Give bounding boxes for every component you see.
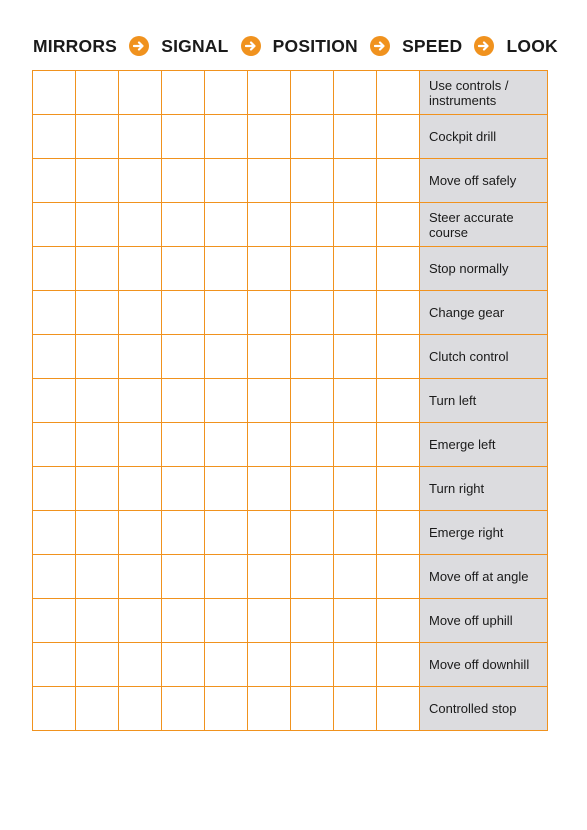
skill-row <box>33 115 548 159</box>
progress-cell[interactable] <box>162 511 205 555</box>
progress-cell[interactable] <box>33 115 76 159</box>
skill-row <box>33 335 548 379</box>
progress-cell[interactable] <box>33 203 76 247</box>
progress-cell[interactable] <box>334 511 377 555</box>
progress-cell[interactable] <box>162 71 205 115</box>
skill-label: Emerge right <box>420 511 548 555</box>
step-signal: SIGNAL <box>161 35 229 56</box>
progress-cell[interactable] <box>205 71 248 115</box>
progress-cell[interactable] <box>334 423 377 467</box>
progress-cell[interactable] <box>205 247 248 291</box>
progress-cell[interactable] <box>119 467 162 511</box>
progress-cell[interactable] <box>162 687 205 731</box>
progress-cell[interactable] <box>119 643 162 687</box>
progress-cell[interactable] <box>377 423 420 467</box>
progress-cell[interactable] <box>377 379 420 423</box>
arrow-right-circle-icon <box>474 36 494 56</box>
progress-cell[interactable] <box>119 555 162 599</box>
progress-cell[interactable] <box>205 203 248 247</box>
progress-cell[interactable] <box>162 335 205 379</box>
skill-label: Cockpit drill <box>420 115 548 159</box>
progress-cell[interactable] <box>291 115 334 159</box>
progress-cell[interactable] <box>291 643 334 687</box>
progress-cell[interactable] <box>334 379 377 423</box>
progress-cell[interactable] <box>334 467 377 511</box>
progress-cell[interactable] <box>162 379 205 423</box>
skill-label: Move off at angle <box>420 555 548 599</box>
progress-cell[interactable] <box>248 555 291 599</box>
progress-cell[interactable] <box>205 291 248 335</box>
progress-cell[interactable] <box>33 159 76 203</box>
arrow-right-circle-icon <box>370 36 390 56</box>
progress-cell[interactable] <box>377 555 420 599</box>
progress-cell[interactable] <box>119 159 162 203</box>
progress-cell[interactable] <box>162 291 205 335</box>
progress-cell[interactable] <box>33 423 76 467</box>
skill-row <box>33 203 548 247</box>
progress-cell[interactable] <box>205 687 248 731</box>
progress-cell[interactable] <box>119 335 162 379</box>
progress-cell[interactable] <box>33 291 76 335</box>
progress-cell[interactable] <box>162 247 205 291</box>
skill-label: Move off downhill <box>420 643 548 687</box>
skill-row <box>33 555 548 599</box>
progress-cell[interactable] <box>248 643 291 687</box>
skill-label: Move off safely <box>420 159 548 203</box>
progress-cell[interactable] <box>377 247 420 291</box>
progress-cell[interactable] <box>291 335 334 379</box>
skill-row <box>33 423 548 467</box>
progress-cell[interactable] <box>248 379 291 423</box>
progress-cell[interactable] <box>76 379 119 423</box>
progress-cell[interactable] <box>248 335 291 379</box>
progress-cell[interactable] <box>377 467 420 511</box>
progress-cell[interactable] <box>76 643 119 687</box>
progress-cell[interactable] <box>334 335 377 379</box>
progress-cell[interactable] <box>377 511 420 555</box>
progress-cell[interactable] <box>205 467 248 511</box>
skill-row <box>33 511 548 555</box>
progress-cell[interactable] <box>248 203 291 247</box>
skill-label: Turn left <box>420 379 548 423</box>
progress-cell[interactable] <box>291 203 334 247</box>
progress-cell[interactable] <box>291 687 334 731</box>
progress-cell[interactable] <box>119 203 162 247</box>
progress-cell[interactable] <box>33 247 76 291</box>
progress-cell[interactable] <box>76 291 119 335</box>
skill-row <box>33 291 548 335</box>
step-speed: SPEED <box>402 35 463 56</box>
skill-label: Steer accurate course <box>420 203 548 247</box>
progress-cell[interactable] <box>377 71 420 115</box>
progress-cell[interactable] <box>119 379 162 423</box>
progress-cell[interactable] <box>334 643 377 687</box>
progress-cell[interactable] <box>119 423 162 467</box>
progress-cell[interactable] <box>76 71 119 115</box>
progress-cell[interactable] <box>377 159 420 203</box>
skill-row <box>33 71 548 115</box>
progress-cell[interactable] <box>291 467 334 511</box>
progress-cell[interactable] <box>377 291 420 335</box>
progress-cell[interactable] <box>205 511 248 555</box>
progress-cell[interactable] <box>205 423 248 467</box>
progress-cell[interactable] <box>76 247 119 291</box>
step-mirrors: MIRRORS <box>33 35 118 56</box>
progress-cell[interactable] <box>248 467 291 511</box>
progress-cell[interactable] <box>334 599 377 643</box>
progress-cell[interactable] <box>76 599 119 643</box>
progress-cell[interactable] <box>162 423 205 467</box>
progress-cell[interactable] <box>76 203 119 247</box>
progress-cell[interactable] <box>248 71 291 115</box>
progress-cell[interactable] <box>205 335 248 379</box>
skill-row <box>33 379 548 423</box>
progress-cell[interactable] <box>248 159 291 203</box>
progress-cell[interactable] <box>76 511 119 555</box>
progress-cell[interactable] <box>76 115 119 159</box>
progress-cell[interactable] <box>76 159 119 203</box>
progress-cell[interactable] <box>33 599 76 643</box>
progress-cell[interactable] <box>162 467 205 511</box>
progress-cell[interactable] <box>119 687 162 731</box>
progress-cell[interactable] <box>205 115 248 159</box>
progress-cell[interactable] <box>377 203 420 247</box>
progress-cell[interactable] <box>291 291 334 335</box>
progress-cell[interactable] <box>334 71 377 115</box>
progress-cell[interactable] <box>291 511 334 555</box>
progress-cell[interactable] <box>162 159 205 203</box>
progress-cell[interactable] <box>248 247 291 291</box>
progress-cell[interactable] <box>205 159 248 203</box>
skill-label: Turn right <box>420 467 548 511</box>
skill-row <box>33 247 548 291</box>
progress-cell[interactable] <box>33 71 76 115</box>
progress-cell[interactable] <box>119 511 162 555</box>
progress-cell[interactable] <box>291 599 334 643</box>
progress-cell[interactable] <box>33 467 76 511</box>
progress-cell[interactable] <box>119 71 162 115</box>
progress-cell[interactable] <box>205 555 248 599</box>
progress-cell[interactable] <box>248 115 291 159</box>
skill-row <box>33 687 548 731</box>
progress-cell[interactable] <box>119 115 162 159</box>
progress-cell[interactable] <box>248 291 291 335</box>
progress-cell[interactable] <box>291 379 334 423</box>
skill-label: Controlled stop <box>420 687 548 731</box>
skill-row <box>33 159 548 203</box>
progress-cell[interactable] <box>119 291 162 335</box>
progress-cell[interactable] <box>76 423 119 467</box>
progress-cell[interactable] <box>119 247 162 291</box>
skill-label: Use controls / instruments <box>420 71 548 115</box>
progress-cell[interactable] <box>162 643 205 687</box>
progress-cell[interactable] <box>33 643 76 687</box>
progress-cell[interactable] <box>334 115 377 159</box>
step-position: POSITION <box>272 35 358 56</box>
progress-cell[interactable] <box>291 247 334 291</box>
skill-label: Change gear <box>420 291 548 335</box>
progress-cell[interactable] <box>162 599 205 643</box>
skill-row <box>33 467 548 511</box>
msm-routine-header <box>33 34 558 58</box>
progress-cell[interactable] <box>248 511 291 555</box>
progress-cell[interactable] <box>162 555 205 599</box>
progress-cell[interactable] <box>162 203 205 247</box>
progress-cell[interactable] <box>248 687 291 731</box>
progress-cell[interactable] <box>377 115 420 159</box>
progress-cell[interactable] <box>334 555 377 599</box>
progress-cell[interactable] <box>205 599 248 643</box>
progress-cell[interactable] <box>119 599 162 643</box>
skill-row <box>33 599 548 643</box>
progress-cell[interactable] <box>33 379 76 423</box>
skill-label: Emerge left <box>420 423 548 467</box>
progress-cell[interactable] <box>33 555 76 599</box>
progress-cell[interactable] <box>76 555 119 599</box>
skill-label: Clutch control <box>420 335 548 379</box>
progress-cell[interactable] <box>205 643 248 687</box>
skill-label: Stop normally <box>420 247 548 291</box>
progress-cell[interactable] <box>291 71 334 115</box>
progress-cell[interactable] <box>334 247 377 291</box>
progress-cell[interactable] <box>334 687 377 731</box>
progress-cell[interactable] <box>334 203 377 247</box>
progress-cell[interactable] <box>76 335 119 379</box>
progress-cell[interactable] <box>291 555 334 599</box>
progress-cell[interactable] <box>205 379 248 423</box>
progress-cell[interactable] <box>248 599 291 643</box>
step-look: LOOK <box>506 35 558 56</box>
progress-cell[interactable] <box>33 335 76 379</box>
skill-label: Move off uphill <box>420 599 548 643</box>
progress-cell[interactable] <box>377 687 420 731</box>
progress-cell[interactable] <box>248 423 291 467</box>
progress-cell[interactable] <box>334 159 377 203</box>
progress-cell[interactable] <box>33 687 76 731</box>
progress-cell[interactable] <box>377 643 420 687</box>
progress-cell[interactable] <box>291 423 334 467</box>
arrow-right-circle-icon <box>241 36 261 56</box>
progress-cell[interactable] <box>291 159 334 203</box>
progress-cell[interactable] <box>377 599 420 643</box>
skills-progress-grid <box>32 70 548 731</box>
progress-cell[interactable] <box>334 291 377 335</box>
skill-row <box>33 643 548 687</box>
progress-cell[interactable] <box>377 335 420 379</box>
progress-cell[interactable] <box>33 511 76 555</box>
progress-cell[interactable] <box>76 467 119 511</box>
progress-cell[interactable] <box>162 115 205 159</box>
arrow-right-circle-icon <box>129 36 149 56</box>
progress-cell[interactable] <box>76 687 119 731</box>
